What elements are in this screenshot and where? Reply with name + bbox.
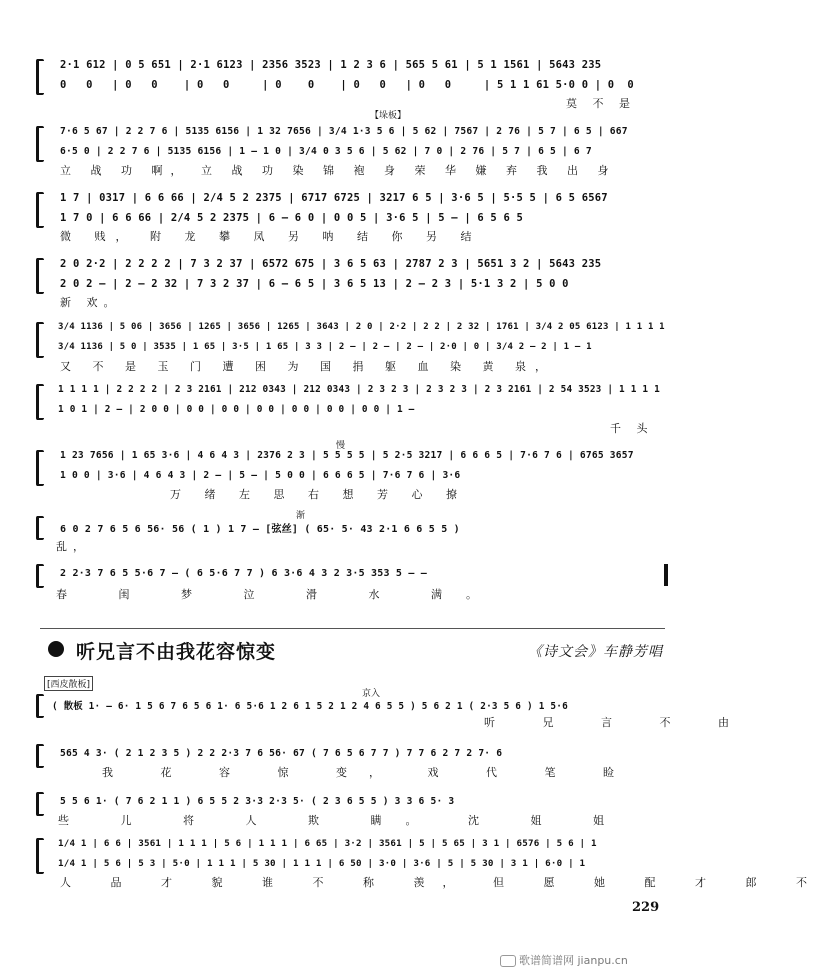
melody-line: 5 5 6 1· ( 7 6 2 1 1 ) 6 5 5 2 3·3 2·3 5· ( 2 3 6 5 5 ) 3 3 6 5· 3 — [60, 796, 455, 807]
melody-line: 2 2·3 7 6 5 5·6 7 — ( 6 5·6 7 7 ) 6 3·6 4 3 2 3·5 353 5 — — — [60, 568, 428, 579]
staff-system-1 — [0, 55, 690, 110]
system-brace — [36, 59, 44, 95]
staff-system-8 — [0, 511, 690, 553]
lower-voice: 6·5 0 | 2 2 7 6 | 5135 6156 | 1 — 1 0 | 3/4 0 3 5 6 | 5 62 | 7 0 | 2 76 | 5 7 | 6 5 | 6 7 — [60, 146, 592, 157]
staff-system-11 — [0, 740, 690, 780]
man-mark: 慢 — [336, 441, 346, 451]
staff-system-2 — [0, 122, 690, 177]
system-brace — [36, 450, 44, 486]
upper-voice: 2·1 612 | 0 5 651 | 2·1 6123 | 2356 3523 | 1 2 3 6 | 565 5 61 | 5 1 1561 | 5643 235 — [60, 59, 602, 71]
system-brace — [36, 838, 44, 874]
upper-voice: 1 23 7656 | 1 65 3·6 | 4 6 4 3 | 2376 2 3 | 5 5 5 5 | 5 2·5 3217 | 6 6 6 5 | 7·6 7 6 | 6765 3657 — [60, 450, 634, 461]
lower-voice: 0 0 | 0 0 | 0 0 | 0 0 | 0 0 | 0 0 | 5 1 1 61 5·0 0 | 0 0 — [60, 79, 634, 91]
system-brace — [36, 694, 44, 718]
lyric-line: 立 战 功 啊， 立 战 功 染 锦 袍 身 荣 华 嫌 弃 我 出 身 — [60, 164, 617, 177]
lyric-line: 乱， — [56, 540, 90, 553]
page-number: 229 — [632, 900, 660, 915]
tempo-mark: [西皮散板] — [44, 676, 93, 691]
melody-line: 6 0 2 7 6 5 6 56· 56 ( 1 ) 1 7 — [弦丝] ( 65· 5· 43 2·1 6 6 5 5 ) — [60, 524, 460, 535]
lyric-line: 千 头 — [610, 422, 654, 435]
upper-voice: 1/4 1 | 6 6 | 3561 | 1 1 1 | 5 6 | 1 1 1 | 6 65 | 3·2 | 3561 | 5 | 5 65 | 3 1 | 6576 | 5 6 | 1 — [58, 838, 597, 849]
staff-system-5 — [0, 318, 690, 373]
lyric-line: 莫 不 是 — [566, 97, 636, 110]
upper-voice: 2 0 2·2 | 2 2 2 2 | 7 3 2 37 | 6572 675 | 3 6 5 63 | 2787 2 3 | 5651 3 2 | 5643 235 — [60, 258, 602, 270]
upper-voice: 1 1 1 1 | 2 2 2 2 | 2 3 2161 | 212 0343 | 212 0343 | 2 3 2 3 | 2 3 2 3 | 2 3 2161 | 2 54 3523 | 1 1 1 1 — [58, 384, 660, 395]
watermark-text: 歌谱简谱网 jianpu.cn — [519, 954, 628, 967]
final-barline — [664, 564, 668, 586]
system-brace — [36, 126, 44, 162]
staff-system-7 — [0, 441, 690, 501]
staff-system-3 — [0, 188, 690, 243]
lyric-line: 微 贱， 附 龙 攀 凤 另 呐 结 你 另 结 — [60, 230, 482, 243]
lower-voice: 3/4 1136 | 5 0 | 3535 | 1 65 | 3·5 | 1 65 | 3 3 | 2 — | 2 — | 2 — | 2·0 | 0 | 3/4 2 — 2 | 1 — 1 — [58, 342, 592, 352]
lower-voice: 1 0 1 | 2 — | 2 0 0 | 0 0 | 0 0 | 0 0 | 0 0 | 0 0 | 0 0 | 1 — — [58, 404, 415, 415]
jingru-mark: 京入 — [362, 689, 381, 699]
lyric-line: 我 花 容 惊 变， 戏 代 笔 睑 — [102, 766, 636, 779]
lyric-line: 些 儿 将 人 欺 瞒。 沈 姐 姐 — [58, 814, 628, 827]
lyric-line: 春 闺 梦 泣 滑 水 满。 — [56, 588, 501, 601]
lower-voice: 1 7 0 | 6 6 66 | 2/4 5 2 2375 | 6 — 6 0 | 0 0 5 | 3·6 5 | 5 — | 6 5 6 5 — [60, 212, 524, 224]
staff-system-6 — [0, 380, 690, 435]
lower-voice: 1/4 1 | 5 6 | 5 3 | 5·0 | 1 1 1 | 5 30 | 1 1 1 | 6 50 | 3·0 | 3·6 | 5 | 5 30 | 3 1 | 6·0 | 1 — [58, 858, 586, 869]
system-brace — [36, 744, 44, 768]
staff-system-10 — [0, 689, 751, 730]
melody-line: ( 散板 1· — 6· 1 5 6 7 6 5 6 1· 6 5·6 1 2 6 1 5 2 1 2 4 6 5 5 ) 5 6 2 1 ( 2·3 5 6 ) 1 5·6 — [52, 701, 568, 712]
staff-system-4 — [0, 254, 690, 309]
system-brace — [36, 792, 44, 816]
song-credit: 《诗文会》车静芳唱 — [528, 644, 663, 660]
lyric-line: 万 绪 左 思 右 想 芳 心 撩 — [170, 488, 467, 501]
upper-voice: 1 7 | 0317 | 6 6 66 | 2/4 5 2 2375 | 6717 6725 | 3217 6 5 | 3·6 5 | 5·5 5 | 6 5 6567 — [60, 192, 608, 204]
watermark-logo-icon — [500, 955, 516, 967]
lower-voice: 2 0 2 — | 2 — 2 32 | 7 3 2 37 | 6 — 6 5 | 3 6 5 13 | 2 — 2 3 | 5·1 3 2 | 5 0 0 — [60, 278, 569, 290]
upper-voice: 3/4 1136 | 5 06 | 3656 | 1265 | 3656 | 1265 | 3643 | 2 0 | 2·2 | 2 2 | 2 32 | 1761 | 3/4 2 05 6123 | 1 1 1 1 — [58, 322, 665, 332]
lyric-line: 人 品 才 貌 谁 不 称 羡， 但 愿 她 配 才 郎 不 — [60, 876, 825, 889]
lyric-line: 又 不 是 玉 门 遭 困 为 国 捐 躯 血 染 黄 泉， — [60, 360, 555, 373]
system-brace — [36, 516, 44, 540]
duoban-mark: 【垛板】 — [370, 111, 407, 121]
song-title: 听兄言不由我花容惊变 — [76, 641, 277, 663]
system-brace — [36, 322, 44, 358]
staff-system-12 — [0, 788, 690, 828]
staff-system-9 — [0, 562, 690, 602]
watermark — [500, 952, 628, 968]
lyric-line: 新 欢。 — [60, 296, 121, 309]
bullet-icon — [48, 641, 64, 657]
upper-voice: 7·6 5 67 | 2 2 7 6 | 5135 6156 | 1 32 7656 | 3/4 1·3 5 6 | 5 62 | 7567 | 2 76 | 5 7 | 6 5 | 667 — [60, 126, 628, 137]
lower-voice: 1 0 0 | 3·6 | 4 6 4 3 | 2 — | 5 — | 5 0 0 | 6 6 6 5 | 7·6 7 6 | 3·6 — [60, 470, 461, 481]
system-brace — [36, 564, 44, 588]
song-heading — [40, 628, 665, 669]
melody-line: 565 4 3· ( 2 1 2 3 5 ) 2 2 2·3 7 6 56· 67 ( 7 6 5 6 7 7 ) 7 7 6 2 7 2 7· 6 — [60, 748, 503, 759]
lyric-line: 听 兄 言 不 由 — [484, 716, 751, 729]
staff-system-13 — [0, 834, 825, 890]
system-brace — [36, 258, 44, 294]
system-brace — [36, 192, 44, 228]
ji-mark: 渐 — [296, 511, 306, 521]
system-brace — [36, 384, 44, 420]
